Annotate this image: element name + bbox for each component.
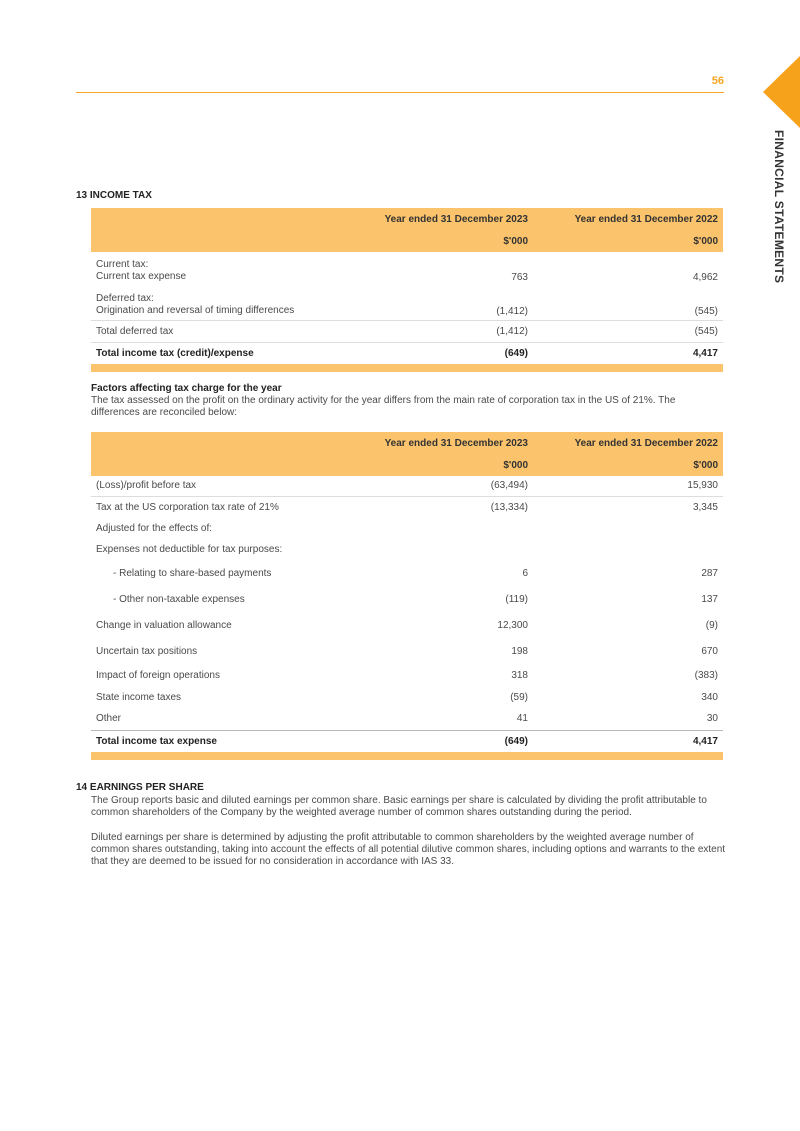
total-row <box>91 730 723 752</box>
table-unit-row <box>91 230 723 252</box>
col-header-2023: Year ended 31 December 2023 <box>343 208 533 230</box>
factors-rows <box>91 476 723 730</box>
total-row <box>91 342 723 364</box>
deferred-tax-2022: (545) <box>533 286 723 320</box>
deferred-tax-2023: (1,412) <box>343 286 533 320</box>
table-row <box>91 518 723 538</box>
total-tax-2022: 4,417 <box>533 342 723 364</box>
row-label-text: Tax at the US corporation tax rate of 21% <box>96 501 279 513</box>
row-value-2023: (119) <box>505 593 528 605</box>
corner-tab-icon <box>763 55 800 129</box>
row-value-2022: 340 <box>701 691 718 703</box>
total-deferred-2023: (1,412) <box>343 320 533 342</box>
total-tax-label: Total income tax (credit)/expense <box>91 342 343 364</box>
eps-title: 14 EARNINGS PER SHARE <box>76 782 204 793</box>
col-header-2022: Year ended 31 December 2022 <box>533 432 723 454</box>
page-number: 56 <box>711 75 724 87</box>
row-label-text: Uncertain tax positions <box>96 645 198 657</box>
total-tax-2023: (649) <box>343 342 533 364</box>
row-value-2022: 30 <box>706 713 718 725</box>
row-label-text: State income taxes <box>96 691 182 703</box>
row-label <box>91 560 343 586</box>
row-label-text: Impact of foreign operations <box>96 669 220 681</box>
row-label-text: Other <box>96 713 122 725</box>
current-tax-2022: 4,962 <box>692 272 718 283</box>
row-value-2023: (63,494) <box>343 476 533 496</box>
total-deferred-label: Total deferred tax <box>91 320 343 342</box>
table-header-row <box>91 208 723 230</box>
table-footer-bar <box>91 752 723 760</box>
row-value-2023 <box>343 538 533 560</box>
current-tax-label: Current tax expense <box>96 271 187 282</box>
col-header-2023: Year ended 31 December 2023 <box>343 432 533 454</box>
eps-paragraph-2: Diluted earnings per share is determined by adjusting the profit attributable to common shareholders by the weighted average number of common shares outstanding, taking into account the effects of all potential dilutive common shares, including options and warrants to the extent that they are deemed to be issued for no consideration in accordance with IAS 33. <box>91 832 726 867</box>
row-value-2023: 12,300 <box>497 619 528 631</box>
row-value-2023 <box>343 518 533 538</box>
row-value-2022: 670 <box>701 645 718 657</box>
table-header-row <box>91 432 723 454</box>
row-value-2022: 287 <box>701 567 718 579</box>
header-divider <box>76 92 724 93</box>
factors-heading: Factors affecting tax charge for the year <box>91 383 282 394</box>
table-row <box>91 496 723 518</box>
row-label <box>91 476 343 496</box>
income-tax-title: 13 INCOME TAX <box>76 190 152 201</box>
row-label <box>91 612 343 638</box>
row-value-2022: 15,930 <box>533 476 723 496</box>
table-row <box>91 586 723 612</box>
row-value-2023: 41 <box>516 713 528 725</box>
row-label-text: - Relating to share-based payments <box>113 567 272 579</box>
factors-block <box>91 383 726 419</box>
row-label-text: Expenses not deductible for tax purposes: <box>96 543 283 555</box>
col-header-2022: Year ended 31 December 2022 <box>533 208 723 230</box>
table-row <box>91 252 723 286</box>
unit-2023: $'000 <box>343 454 533 476</box>
row-value-2022: 3,345 <box>692 501 718 513</box>
row-label <box>91 518 343 538</box>
row-value-2022 <box>533 538 723 560</box>
table-row <box>91 612 723 638</box>
eps-paragraph-1: The Group reports basic and diluted earnings per common share. Basic earnings per share is calculated by dividing the profit attributable to common shareholders of the Company by the weighted average number of common shares outstanding during the period. <box>91 795 707 818</box>
total-deferred-2022: (545) <box>533 320 723 342</box>
row-label <box>91 538 343 560</box>
current-tax-2023: 763 <box>511 272 528 283</box>
table-row <box>91 638 723 664</box>
row-value-2023: 198 <box>511 645 528 657</box>
table-row <box>91 320 723 342</box>
unit-2022: $'000 <box>533 230 723 252</box>
row-label <box>91 708 343 730</box>
current-tax-heading: Current tax: <box>96 259 149 270</box>
table-row <box>91 664 723 686</box>
row-label <box>91 664 343 686</box>
table-row <box>91 560 723 586</box>
row-label-text: - Other non-taxable expenses <box>113 593 245 605</box>
row-label-text: Adjusted for the effects of: <box>96 522 212 534</box>
row-label <box>91 586 343 612</box>
table-unit-row <box>91 454 723 476</box>
table-row <box>91 708 723 730</box>
row-value-2023: 318 <box>511 669 528 681</box>
row-label-text: Change in valuation allowance <box>96 619 232 631</box>
table-row <box>91 286 723 320</box>
unit-2023: $'000 <box>343 230 533 252</box>
deferred-tax-heading: Deferred tax: <box>96 292 154 304</box>
table-row <box>91 686 723 708</box>
row-value-2022: 137 <box>701 593 718 605</box>
row-label-text: (Loss)/profit before tax <box>96 480 197 492</box>
deferred-tax-label: Origination and reversal of timing differences <box>96 304 295 316</box>
row-label <box>91 686 343 708</box>
row-label <box>91 638 343 664</box>
factors-table <box>91 432 723 760</box>
total-expense-label: Total income tax expense <box>91 730 343 752</box>
row-value-2022 <box>533 518 723 538</box>
row-value-2022: (9) <box>705 619 718 631</box>
row-label <box>91 496 343 518</box>
row-value-2023: (13,334) <box>490 501 528 513</box>
unit-2022: $'000 <box>533 454 723 476</box>
table-row <box>91 476 723 496</box>
header-blank <box>91 208 343 230</box>
income-tax-table <box>91 208 723 372</box>
total-expense-2022: 4,417 <box>533 730 723 752</box>
row-value-2022: (383) <box>694 669 718 681</box>
row-value-2023: (59) <box>510 691 528 703</box>
factors-text: The tax assessed on the profit on the ordinary activity for the year differs from the main rate of corporation tax in the US of 21%. The differences are reconciled below: <box>91 395 676 418</box>
table-row <box>91 538 723 560</box>
table-footer-bar <box>91 364 723 372</box>
row-value-2023: 6 <box>522 567 528 579</box>
section-side-label: FINANCIAL STATEMENTS <box>772 130 786 284</box>
total-expense-2023: (649) <box>343 730 533 752</box>
